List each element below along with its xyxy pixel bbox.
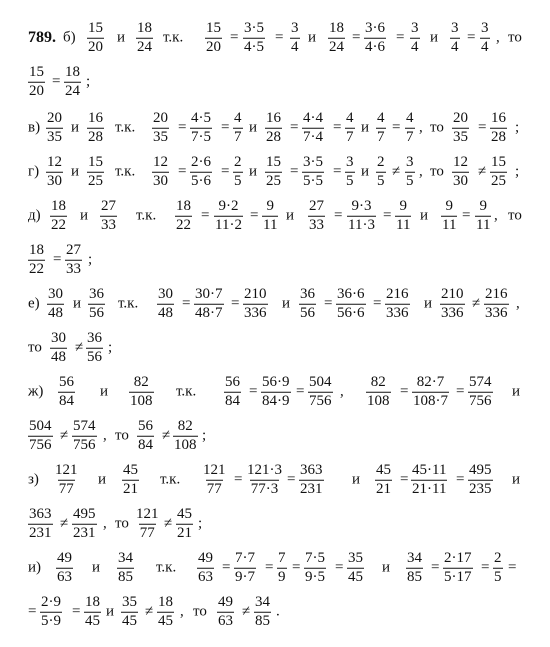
item-i-line-2: = 2·9 5·9 = 18 45 и 35 45 ≠ 18 45 , то 49 63 ≠ 34 85 . bbox=[28, 593, 280, 629]
fraction: 35 45 bbox=[348, 549, 363, 585]
fraction: 210 336 bbox=[441, 285, 464, 321]
fraction: 45 21 bbox=[177, 505, 192, 541]
fraction: 27 33 bbox=[66, 241, 81, 277]
fraction: 18 22 bbox=[29, 241, 44, 277]
fraction: 2 5 bbox=[494, 549, 502, 585]
fraction: 2·17 5·17 bbox=[444, 549, 472, 585]
fraction: 216 336 bbox=[386, 285, 409, 321]
item-v-line: в) 20 35 и 16 28 т.к. 20 35 = 4·5 7·5 = 4 7 и 16 28 = 4·4 7·4 = 4 7 и 4 7 = 4 7 , то 20 35 = 16 28 ; bbox=[28, 109, 520, 145]
item-i-line-1: и) 49 63 и 34 85 т.к. 49 63 = 7·7 9·7 = 7 9 = 7·5 9·5 = 35 45 и 34 85 = 2·17 5·17 = 2 5 = bbox=[28, 549, 517, 585]
fraction: 30 48 bbox=[51, 329, 66, 365]
fraction: 2 5 bbox=[234, 153, 242, 189]
fraction: 12 30 bbox=[453, 153, 468, 189]
fraction: 16 28 bbox=[266, 109, 281, 145]
item-e-line-1: е) 30 48 и 36 56 т.к. 30 48 = 30·7 48·7 = 210 336 и 36 56 = 36·6 56·6 = 216 336 и 210 336 ≠ 216 336 , bbox=[28, 285, 520, 321]
fraction: 121 77 bbox=[203, 461, 226, 497]
fraction: 9·2 11·2 bbox=[215, 197, 242, 233]
item-d-line-1: д) 18 22 и 27 33 т.к. 18 22 = 9·2 11·2 = 9 11 и 27 33 = 9·3 11·3 = 9 11 и 9 11 = 9 11 , то bbox=[28, 197, 522, 233]
fraction: 121 77 bbox=[55, 461, 78, 497]
fraction: 82 108 bbox=[367, 373, 390, 409]
fraction: 3·5 4·5 bbox=[244, 19, 264, 55]
fraction: 3 4 bbox=[481, 19, 489, 55]
fraction: 7·5 9·5 bbox=[305, 549, 325, 585]
word-and: и bbox=[117, 29, 126, 46]
item-z-line-2: 363 231 ≠ 495 231 , то 121 77 ≠ 45 21 ; bbox=[29, 505, 203, 541]
fraction: 574 756 bbox=[469, 373, 492, 409]
item-g-line: г) 12 30 и 15 25 т.к. 12 30 = 2·6 5·6 = 2 5 и 15 25 = 3·5 5·5 = 3 5 и 2 5 ≠ 3 5 , то 12 30 ≠ 15 25 ; bbox=[28, 153, 520, 189]
item-z-line-1: з) 121 77 и 45 21 т.к. 121 77 = 121·3 77·3 = 363 231 и 45 21 = 45·11 21·11 = 495 235 и bbox=[28, 461, 521, 497]
fraction: 56·9 84·9 bbox=[262, 373, 290, 409]
fraction: 49 63 bbox=[218, 593, 233, 629]
fraction: 20 35 bbox=[453, 109, 468, 145]
fraction: 16 28 bbox=[491, 109, 506, 145]
fraction: 4 7 bbox=[377, 109, 385, 145]
fraction: 495 235 bbox=[469, 461, 492, 497]
fraction: 9 11 bbox=[263, 197, 278, 233]
fraction: 15 20 bbox=[206, 19, 221, 55]
fraction: 216 336 bbox=[485, 285, 508, 321]
fraction: 9 11 bbox=[396, 197, 411, 233]
fraction: 504 756 bbox=[29, 417, 52, 453]
fraction: 7 9 bbox=[278, 549, 286, 585]
fraction: 35 45 bbox=[122, 593, 137, 629]
fraction: 7·7 9·7 bbox=[235, 549, 255, 585]
fraction: 34 85 bbox=[407, 549, 422, 585]
fraction: 363 231 bbox=[29, 505, 52, 541]
fraction: 45 21 bbox=[123, 461, 138, 497]
fraction: 18 22 bbox=[176, 197, 191, 233]
item-zh-line-1: ж) 56 84 и 82 108 т.к. 56 84 = 56·9 84·9 = 504 756 , 82 108 = 82·7 108·7 = 574 756 и bbox=[28, 373, 521, 409]
fraction: 30·7 48·7 bbox=[195, 285, 223, 321]
fraction: 9 11 bbox=[476, 197, 491, 233]
fraction: 20 35 bbox=[47, 109, 62, 145]
fraction: 30 48 bbox=[158, 285, 173, 321]
fraction: 363 231 bbox=[300, 461, 323, 497]
fraction: 4·4 7·4 bbox=[303, 109, 323, 145]
fraction: 495 231 bbox=[73, 505, 96, 541]
fraction: 82 108 bbox=[130, 373, 153, 409]
fraction: 210 336 bbox=[244, 285, 267, 321]
fraction: 121 77 bbox=[136, 505, 159, 541]
fraction: 15 20 bbox=[29, 63, 44, 99]
fraction: 4·5 7·5 bbox=[191, 109, 211, 145]
fraction: 27 33 bbox=[309, 197, 324, 233]
fraction: 27 33 bbox=[101, 197, 116, 233]
word-and: и bbox=[308, 29, 317, 46]
fraction: 3 5 bbox=[346, 153, 354, 189]
fraction: 2·9 5·9 bbox=[41, 593, 61, 629]
fraction: 36·6 56·6 bbox=[337, 285, 365, 321]
fraction: 18 24 bbox=[329, 19, 344, 55]
fraction: 12 30 bbox=[47, 153, 62, 189]
word-and: и bbox=[430, 29, 439, 46]
fraction: 3·6 4·6 bbox=[365, 19, 385, 55]
fraction: 56 84 bbox=[59, 373, 74, 409]
fraction: 4 7 bbox=[234, 109, 242, 145]
fraction: 9·3 11·3 bbox=[348, 197, 375, 233]
item-label: б) bbox=[63, 29, 76, 46]
fraction: 9 11 bbox=[442, 197, 457, 233]
fraction: 36 56 bbox=[300, 285, 315, 321]
item-d-line-2: 18 22 = 27 33 ; bbox=[29, 241, 93, 277]
problem-number: 789. bbox=[28, 29, 56, 46]
fraction: 4 7 bbox=[406, 109, 414, 145]
item-b-line-1: 789. б) 15 20 и 18 24 т.к. 15 20 = 3·5 4·5 = 3 4 и 18 24 = 3·6 4·6 = 3 4 и 3 4 = 3 4 , то bbox=[28, 19, 522, 55]
fraction: 49 63 bbox=[198, 549, 213, 585]
fraction: 2 5 bbox=[377, 153, 385, 189]
fraction: 2·6 5·6 bbox=[191, 153, 211, 189]
fraction: 82 108 bbox=[174, 417, 197, 453]
fraction: 18 24 bbox=[137, 19, 152, 55]
fraction: 12 30 bbox=[153, 153, 168, 189]
word-since: т.к. bbox=[163, 29, 184, 46]
word-then: то bbox=[508, 29, 522, 46]
fraction: 34 85 bbox=[118, 549, 133, 585]
fraction: 16 28 bbox=[88, 109, 103, 145]
fraction: 45 21 bbox=[376, 461, 391, 497]
fraction: 36 56 bbox=[89, 285, 104, 321]
item-b-line-2: 15 20 = 18 24 ; bbox=[29, 63, 91, 99]
fraction: 574 756 bbox=[73, 417, 96, 453]
fraction: 49 63 bbox=[57, 549, 72, 585]
fraction: 504 756 bbox=[309, 373, 332, 409]
item-e-line-2: то 30 48 ≠ 36 56 ; bbox=[28, 329, 113, 365]
fraction: 82·7 108·7 bbox=[413, 373, 448, 409]
fraction: 15 25 bbox=[491, 153, 506, 189]
fraction: 3 4 bbox=[411, 19, 419, 55]
fraction: 36 56 bbox=[87, 329, 102, 365]
fraction: 3 4 bbox=[451, 19, 459, 55]
fraction: 45·11 21·11 bbox=[412, 461, 447, 497]
fraction: 30 48 bbox=[48, 285, 63, 321]
fraction: 18 22 bbox=[51, 197, 66, 233]
fraction: 56 84 bbox=[138, 417, 153, 453]
fraction: 15 25 bbox=[88, 153, 103, 189]
fraction: 56 84 bbox=[225, 373, 240, 409]
fraction: 4 7 bbox=[346, 109, 354, 145]
fraction: 3·5 5·5 bbox=[303, 153, 323, 189]
item-zh-line-2: 504 756 ≠ 574 756 , то 56 84 ≠ 82 108 ; bbox=[29, 417, 207, 453]
fraction: 18 45 bbox=[85, 593, 100, 629]
fraction: 18 45 bbox=[158, 593, 173, 629]
fraction: 3 4 bbox=[291, 19, 299, 55]
fraction: 121·3 77·3 bbox=[247, 461, 282, 497]
fraction: 15 25 bbox=[266, 153, 281, 189]
fraction: 18 24 bbox=[65, 63, 80, 99]
fraction: 3 5 bbox=[406, 153, 414, 189]
fraction: 15 20 bbox=[88, 19, 103, 55]
fraction: 34 85 bbox=[255, 593, 270, 629]
fraction: 20 35 bbox=[153, 109, 168, 145]
